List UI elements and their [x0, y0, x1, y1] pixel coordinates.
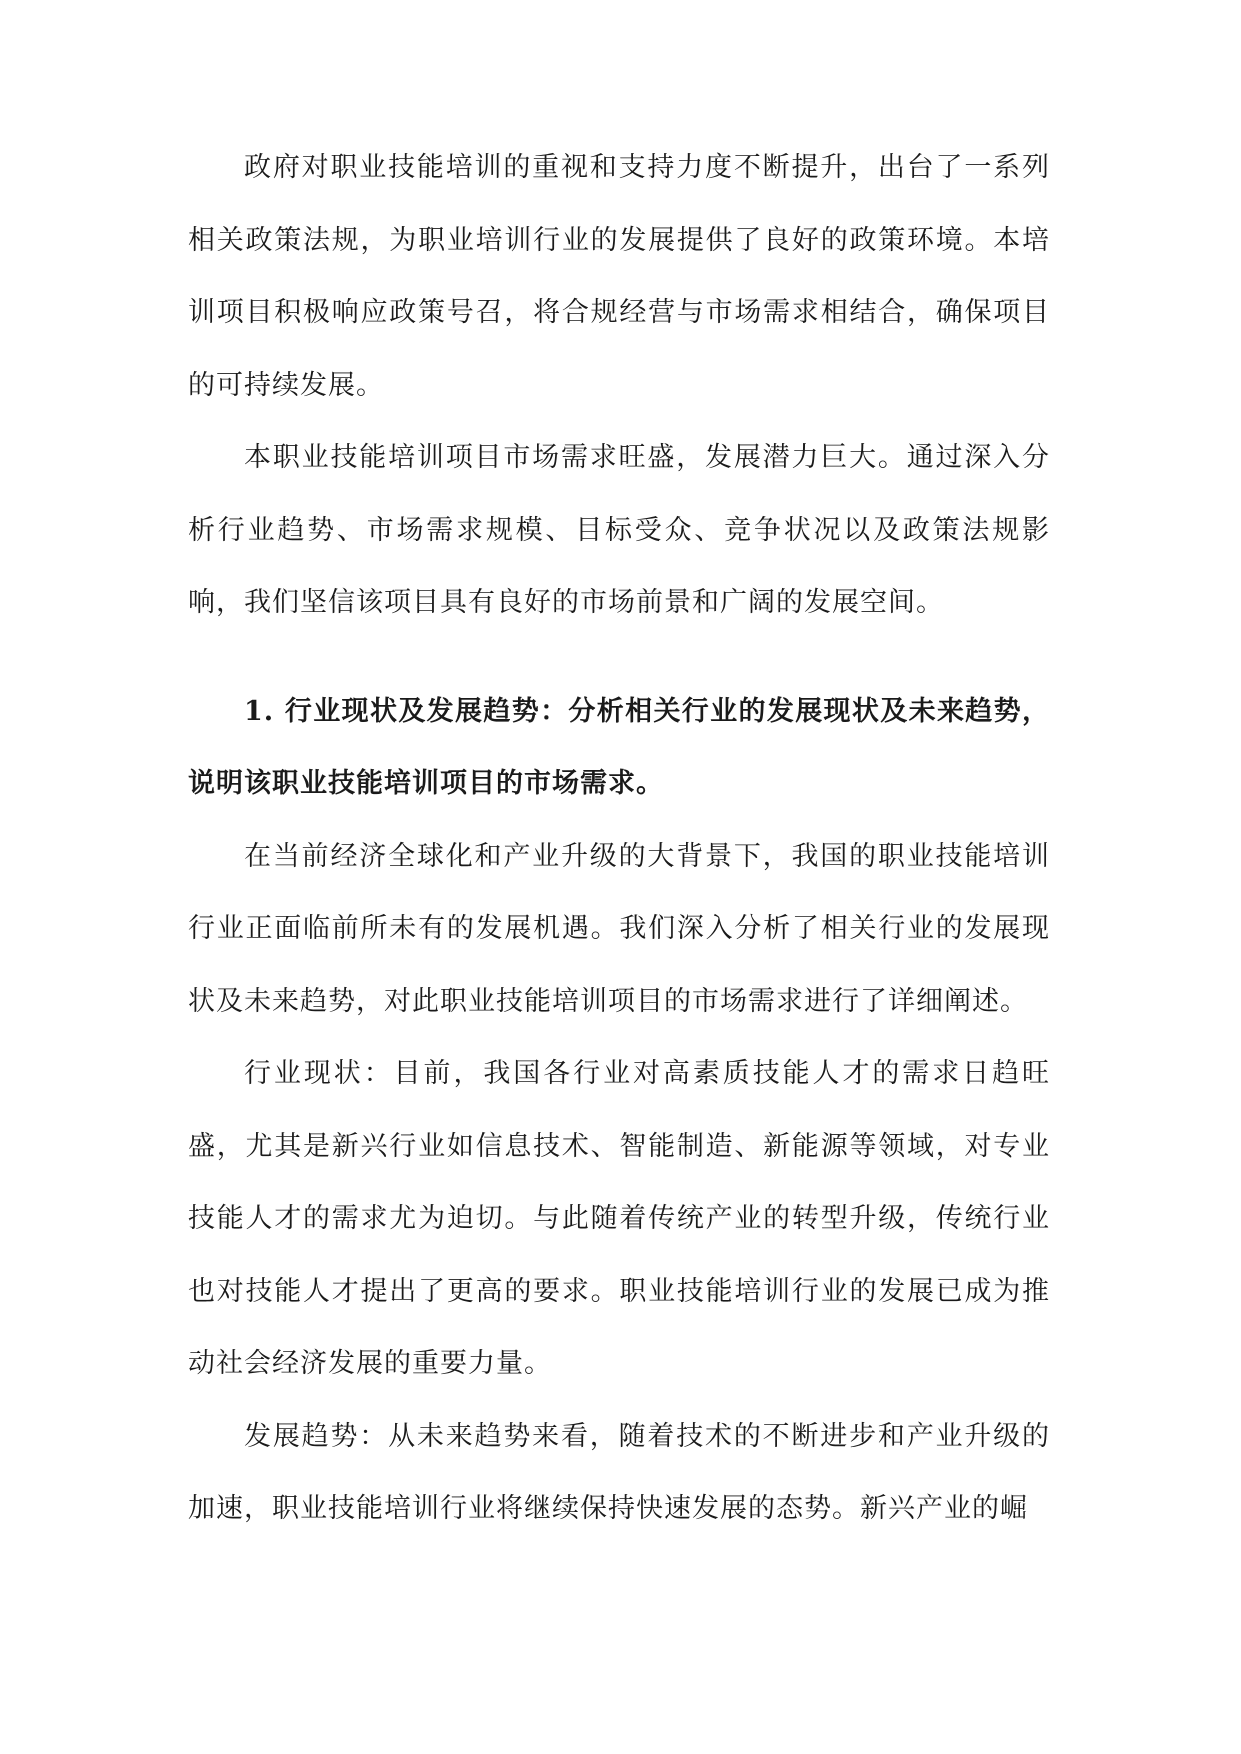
- section-heading-industry-status: 1. 行业现状及发展趋势：分析相关行业的发展现状及未来趋势，说明该职业技能培训项目的市场需求。: [188, 695, 1050, 799]
- paragraph-policy-support: 政府对职业技能培训的重视和支持力度不断提升，出台了一系列相关政策法规，为职业培训行业的发展提供了良好的政策环境。本培训项目积极响应政策号召，将合规经营与市场需求相结合，确保项目的可持续发展。: [188, 152, 1050, 401]
- paragraph-background: 在当前经济全球化和产业升级的大背景下，我国的职业技能培训行业正面临前所未有的发展机遇。我们深入分析了相关行业的发展现状及未来趋势，对此职业技能培训项目的市场需求进行了详细阐述。: [188, 840, 1050, 1017]
- paragraph-development-trend: 发展趋势：从未来趋势来看，随着技术的不断进步和产业升级的加速，职业技能培训行业将继续保持快速发展的态势。新兴产业的崛: [188, 1420, 1050, 1524]
- paragraph-market-demand-summary: 本职业技能培训项目市场需求旺盛，发展潜力巨大。通过深入分析行业趋势、市场需求规模、目标受众、竞争状况以及政策法规影响，我们坚信该项目具有良好的市场前景和广阔的发展空间。: [188, 442, 1050, 618]
- document-body: [188, 132, 1050, 1546]
- paragraph-industry-status: 行业现状：目前，我国各行业对高素质技能人才的需求日趋旺盛，尤其是新兴行业如信息技术、智能制造、新能源等领域，对专业技能人才的需求尤为迫切。与此随着传统产业的转型升级，传统行业也对技能人才提出了更高的要求。职业技能培训行业的发展已成为推动社会经济发展的重要力量。: [188, 1058, 1050, 1379]
